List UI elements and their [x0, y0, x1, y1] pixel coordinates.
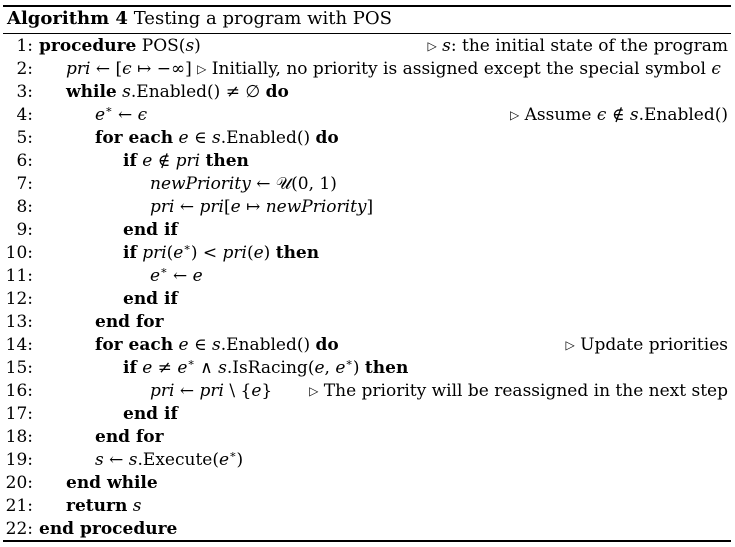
line-number: 12:	[5, 289, 33, 309]
line-number: 7:	[16, 174, 33, 194]
algorithm-line	[0, 81, 735, 104]
line-code: s ← s.Execute(e∗)	[95, 448, 244, 470]
line-code: if pri(e∗) < pri(e) then	[123, 241, 320, 263]
line-comment: ▷ Assume ϵ ∉ s.Enabled()	[509, 105, 728, 125]
line-comment: ▷ The priority will be reassigned in the next step	[309, 381, 728, 401]
algorithm-line	[0, 426, 735, 449]
line-code: return s	[66, 496, 142, 516]
line-code: end for	[95, 312, 164, 332]
line-code: end for	[95, 427, 164, 447]
line-number: 13:	[5, 312, 33, 332]
line-number: 10:	[5, 243, 33, 263]
line-number: 21:	[5, 496, 33, 516]
line-code: e∗ ← e	[150, 264, 203, 286]
algorithm-line	[0, 35, 735, 58]
algorithm-line	[0, 449, 735, 472]
algorithm-lines	[0, 35, 735, 541]
algorithm-line	[0, 403, 735, 426]
line-comment: ▷ Update priorities	[565, 335, 728, 355]
line-number: 16:	[5, 381, 33, 401]
comment-triangle-icon: ▷	[197, 62, 207, 76]
line-number: 1:	[16, 36, 33, 56]
algorithm-label: Algorithm 4	[7, 8, 128, 29]
line-code: e∗ ← ϵ	[95, 103, 148, 125]
top-rule	[3, 5, 731, 7]
line-code: end if	[123, 404, 178, 424]
algorithm-line	[0, 219, 735, 242]
algorithm-line	[0, 196, 735, 219]
line-code: if e ≠ e∗ ∧ s.IsRacing(e, e∗) then	[123, 356, 409, 378]
algorithm-line	[0, 104, 735, 127]
algorithm-line	[0, 472, 735, 495]
algorithm-line	[0, 334, 735, 357]
line-comment: ▷ s: the initial state of the program	[427, 36, 728, 56]
line-code: end if	[123, 289, 178, 309]
line-code: procedure POS(s)	[39, 36, 201, 56]
line-number: 17:	[5, 404, 33, 424]
comment-triangle-icon: ▷	[427, 39, 437, 53]
algorithm-line	[0, 58, 735, 81]
line-code: pri ← pri \ {e}	[150, 381, 273, 401]
line-number: 2:	[16, 59, 33, 79]
line-comment: ▷ Initially, no priority is assigned except the special symbol ϵ	[197, 59, 721, 79]
line-number: 19:	[5, 450, 33, 470]
line-code: while s.Enabled() ≠ ∅ do	[66, 82, 289, 102]
line-number: 5:	[16, 128, 33, 148]
line-number: 15:	[5, 358, 33, 378]
line-code: pri ← [ϵ ↦ −∞] ▷ Initially, no priority is assigned except the special symbol ϵ	[66, 59, 721, 79]
line-number: 9:	[16, 220, 33, 240]
line-number: 18:	[5, 427, 33, 447]
line-code: if e ∉ pri then	[123, 151, 249, 171]
algorithm-line	[0, 311, 735, 334]
line-number: 14:	[5, 335, 33, 355]
algorithm-line	[0, 518, 735, 541]
line-number: 22:	[5, 519, 33, 539]
algorithm-line	[0, 380, 735, 403]
bottom-rule	[3, 540, 731, 542]
algorithm-line	[0, 265, 735, 288]
comment-triangle-icon: ▷	[309, 384, 319, 398]
algorithm-title: Testing a program with POS	[133, 8, 393, 29]
line-code: end if	[123, 220, 178, 240]
line-number: 20:	[5, 473, 33, 493]
line-number: 11:	[5, 266, 33, 286]
caption-rule	[3, 33, 731, 34]
line-number: 6:	[16, 151, 33, 171]
algorithm-line	[0, 127, 735, 150]
comment-triangle-icon: ▷	[565, 338, 575, 352]
algorithm-line	[0, 288, 735, 311]
algorithm-line	[0, 150, 735, 173]
line-number: 4:	[16, 105, 33, 125]
comment-triangle-icon: ▷	[509, 108, 520, 122]
line-code: end while	[66, 473, 158, 493]
algorithm-line	[0, 495, 735, 518]
line-code: newPriority ← 𝒰(0, 1)	[150, 174, 337, 194]
line-code: for each e ∈ s.Enabled() do	[95, 128, 339, 148]
line-code: for each e ∈ s.Enabled() do	[95, 335, 339, 355]
line-code: end procedure	[39, 519, 178, 539]
algorithm-line	[0, 357, 735, 380]
line-number: 8:	[16, 197, 33, 217]
algorithm-caption	[7, 8, 392, 30]
algorithm-line	[0, 173, 735, 196]
line-code: pri ← pri[e ↦ newPriority]	[150, 197, 374, 217]
algorithm-line	[0, 242, 735, 265]
line-number: 3:	[16, 82, 33, 102]
